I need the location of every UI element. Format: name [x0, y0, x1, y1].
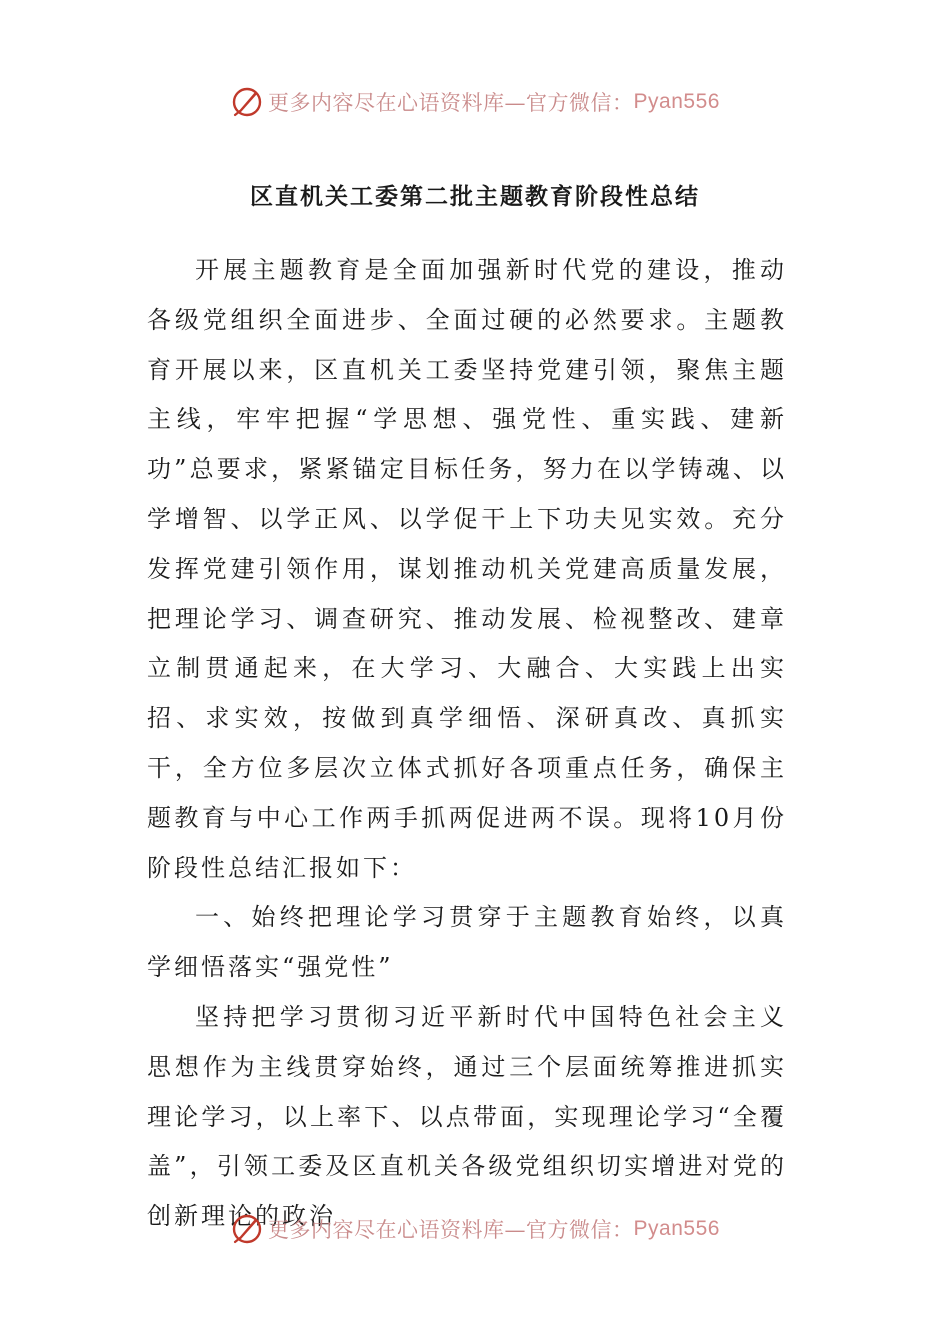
- footer-banner: [0, 1209, 950, 1249]
- document-body: [147, 246, 787, 1242]
- wechat-id: Pyan556: [633, 90, 720, 113]
- quill-pen-circle-icon: [230, 85, 264, 119]
- footer-wechat-id: Pyan556: [633, 1217, 720, 1240]
- document-title: 区直机关工委第二批主题教育阶段性总结: [250, 183, 700, 210]
- banner-text: 更多内容尽在心语资料库—官方微信：: [268, 91, 634, 115]
- section-heading-1: 一、始终把理论学习贯穿于主题教育始终，以真学细悟落实“强党性”: [147, 903, 787, 982]
- header-banner: [0, 82, 950, 122]
- quill-pen-circle-icon: [230, 1212, 264, 1246]
- footer-banner-text: 更多内容尽在心语资料库—官方微信：: [268, 1218, 634, 1242]
- paragraph-section-1: 坚持把学习贯彻习近平新时代中国特色社会主义思想作为主线贯穿始终，通过三个层面统筹推进抓实理论学习，以上率下、以点带面，实现理论学习“全覆盖”，引领工委及区直机关各级党组织切实增进对党的创新理论的政治: [147, 1002, 787, 1231]
- paragraph-intro: 开展主题教育是全面加强新时代党的建设，推动各级党组织全面进步、全面过硬的必然要求。主题教育开展以来，区直机关工委坚持党建引领，聚焦主题主线，牢牢把握“学思想、强党性、重实践、建新功”总要求，紧紧锚定目标任务，努力在以学铸魂、以学增智、以学正风、以学促干上下功夫见实效。充分发挥党建引领作用，谋划推动机关党建高质量发展，把理论学习、调查研究、推动发展、检视整改、建章立制贯通起来，在大学习、大融合、大实践上出实招、求实效，按做到真学细悟、深研真改、真抓实干，全方位多层次立体式抓好各项重点任务，确保主题教育与中心工作两手抓两促进两不误。现将10月份阶段性总结汇报如下：: [147, 256, 787, 882]
